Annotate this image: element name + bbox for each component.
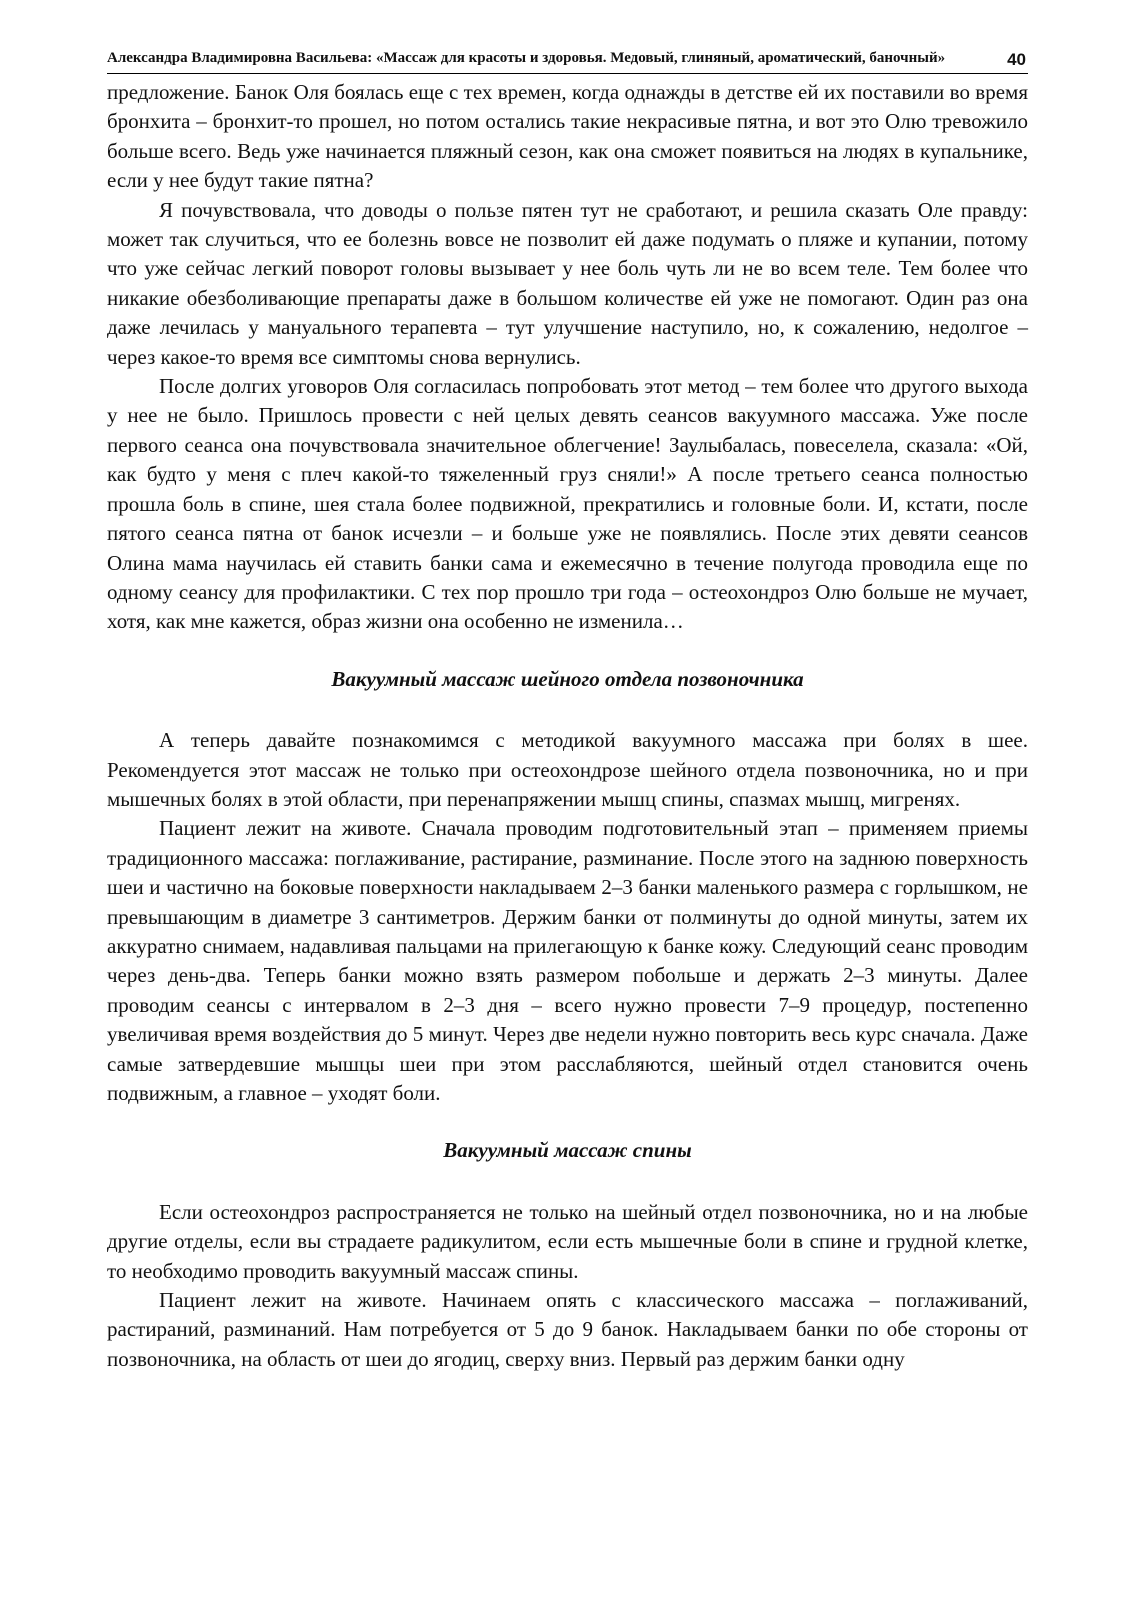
document-page xyxy=(107,50,1028,1374)
page-header xyxy=(107,50,1028,74)
paragraph: Я почувствовала, что доводы о пользе пятен тут не сработают, и решила сказать Оле правду: может так случиться, что ее болезнь вовсе не позволит ей даже подумать о пляже и купании, потому что уже сейчас легкий поворот головы вызывает у нее боль чуть ли не во всем теле. Тем более что никакие обезболивающие препараты даже в большом количестве ей уже не помогают. Один раз она даже лечилась у мануального терапевта – тут улучшение наступило, но, к сожалению, недолгое – через какое-то время все симптомы снова вернулись. xyxy=(107,197,1028,369)
paragraph: После долгих уговоров Оля согласилась попробовать этот метод – тем более что другого выхода у нее не было. Пришлось провести с ней целых девять сеансов вакуумного массажа. Уже после первого сеанса она почувствовала значительное облегчение! Заулыбалась, повеселела, сказала: «Ой, как будто у меня с плеч какой-то тяжеленный груз сняли!» А после третьего сеанса полностью прошла боль в спине, шея стала более подвижной, прекратились и головные боли. И, кстати, после пятого сеанса пятна от банок исчезли – и больше уже не появлялись. После этих девяти сеансов Олина мама научилась ей ставить банки сама и ежемесячно в течение полугода проводила еще по одному сеансу для профилактики. С тех пор прошло три года – остеохондроз Олю больше не мучает, хотя, как мне кажется, образ жизни она особенно не изменила… xyxy=(107,374,1028,634)
section-heading-neck-massage: Вакуумный массаж шейного отдела позвоночника xyxy=(331,666,804,691)
paragraph: Пациент лежит на животе. Сначала проводим подготовительный этап – применяем приемы традиционного массажа: поглаживание, растирание, разминание. После этого на заднюю поверхность шеи и частично на боковые поверхности накладываем 2–3 банки маленького размера с горлышком, не превышающим в диаметре 3 сантиметров. Держим банки от полминуты до одной минуты, затем их аккуратно снимаем, надавливая пальцами на прилегающую к банке кожу. Следующий сеанс проводим через день-два. Теперь банки можно взять размером побольше и держать 2–3 минуты. Далее проводим сеансы с интервалом в 2–3 дня – всего нужно провести 7–9 процедур, постепенно увеличивая время воздействия до 5 минут. Через две недели нужно повторить весь курс сначала. Даже самые затвердевшие мышцы шеи при этом расслабляются, шейный отдел становится очень подвижным, а главное – уходят боли. xyxy=(107,816,1028,1105)
section-heading-back-massage: Вакуумный массаж спины xyxy=(443,1138,692,1163)
page-number: 40 xyxy=(1007,50,1026,69)
paragraph: Если остеохондроз распространяется не только на шейный отдел позвоночника, но и на любые другие отделы, если вы страдаете радикулитом, если есть мышечные боли в спине и грудной клетке, то необходимо проводить вакуумный массаж спины. xyxy=(107,1199,1028,1283)
paragraph: А теперь давайте познакомимся с методикой вакуумного массажа при болях в шее. Рекомендуется этот массаж не только при остеохондрозе шейного отдела позвоночника, но и при мышечных болях в этой области, при перенапряжении мышц спины, спазмах мышц, мигренях. xyxy=(107,728,1028,811)
paragraph-continuation: предложение. Банок Оля боялась еще с тех времен, когда однажды в детстве ей их поставили во время бронхита – бронхит-то прошел, но потом остались такие некрасивые пятна, и вот это Олю тревожило больше всего. Ведь уже начинается пляжный сезон, как она сможет появиться на людях в купальнике, если у нее будут такие пятна? xyxy=(107,80,1028,193)
running-header-title: Александра Владимировна Васильева: «Массаж для красоты и здоровья. Медовый, глиняный, ароматический, баночный» xyxy=(107,50,946,66)
paragraph: Пациент лежит на животе. Начинаем опять с классического массажа – поглаживаний, растираний, разминаний. Нам потребуется от 5 до 9 банок. Накладываем банки по обе стороны от позвоночника, на область от шеи до ягодиц, сверху вниз. Первый раз держим банки одну xyxy=(107,1288,1028,1371)
document-body xyxy=(107,78,1028,1374)
